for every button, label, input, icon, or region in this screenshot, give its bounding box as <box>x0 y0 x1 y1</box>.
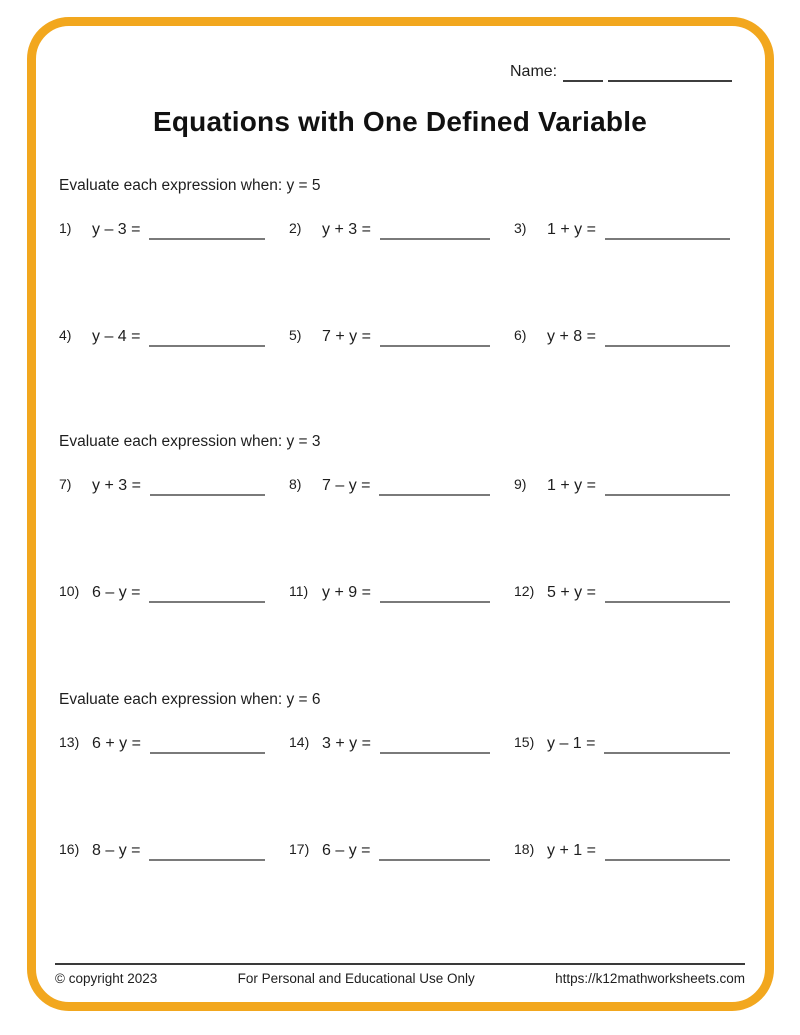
problem-expression: 1 + y = <box>547 477 596 494</box>
problem-number: 9) <box>514 476 527 492</box>
problem-expression: y + 3 = <box>92 477 141 494</box>
problem-expression: y – 3 = <box>92 221 141 238</box>
problem-number: 15) <box>514 734 535 750</box>
problem-number: 12) <box>514 583 535 599</box>
problem-number: 11) <box>289 583 309 599</box>
problem-number: 16) <box>59 841 80 857</box>
answer-blank[interactable] <box>605 320 730 347</box>
problem-expression: y + 9 = <box>322 584 371 601</box>
problem-expression: 1 + y = <box>547 221 596 238</box>
problem-number: 5) <box>289 327 302 343</box>
problem-5 <box>289 320 490 347</box>
problem-row <box>59 320 731 347</box>
problem-number: 17) <box>289 841 310 857</box>
problem-expression: 6 + y = <box>92 735 141 752</box>
answer-blank[interactable] <box>379 834 490 861</box>
answer-blank[interactable] <box>149 320 265 347</box>
problem-number: 3) <box>514 220 527 236</box>
name-blank-line[interactable] <box>608 60 732 82</box>
answer-blank[interactable] <box>380 320 490 347</box>
problem-row <box>59 576 731 603</box>
problem-7 <box>59 469 265 496</box>
answer-blank[interactable] <box>605 576 730 603</box>
problem-16 <box>59 834 265 861</box>
problem-row <box>59 727 731 754</box>
section-y-equals-5 <box>59 176 731 347</box>
problem-8 <box>289 469 490 496</box>
problem-number: 7) <box>59 476 72 492</box>
website-link[interactable]: https://k12mathworksheets.com <box>555 971 745 986</box>
answer-blank[interactable] <box>605 469 730 496</box>
problem-3 <box>514 213 730 240</box>
problem-expression: y – 1 = <box>547 735 596 752</box>
copyright-text: © copyright 2023 <box>55 971 158 986</box>
problem-number: 18) <box>514 841 535 857</box>
problem-11 <box>289 576 490 603</box>
section-y-equals-6 <box>59 690 731 861</box>
problem-9 <box>514 469 730 496</box>
answer-blank[interactable] <box>605 213 730 240</box>
problem-14 <box>289 727 490 754</box>
problem-expression: y – 4 = <box>92 328 141 345</box>
problem-expression: 8 – y = <box>92 842 141 859</box>
problem-15 <box>514 727 730 754</box>
problem-expression: 6 – y = <box>322 842 371 859</box>
problem-2 <box>289 213 490 240</box>
page-title: Equations with One Defined Variable <box>153 106 647 137</box>
problem-number: 6) <box>514 327 527 343</box>
problem-row <box>59 213 731 240</box>
problem-number: 10) <box>59 583 80 599</box>
problem-expression: 7 – y = <box>322 477 371 494</box>
answer-blank[interactable] <box>150 727 265 754</box>
problem-4 <box>59 320 265 347</box>
problem-12 <box>514 576 730 603</box>
problem-number: 4) <box>59 327 72 343</box>
footer-divider <box>55 963 745 965</box>
name-blank-line[interactable] <box>563 60 603 82</box>
problem-expression: y + 3 = <box>322 221 371 238</box>
problem-expression: 3 + y = <box>322 735 371 752</box>
problem-row <box>59 469 731 496</box>
problem-10 <box>59 576 265 603</box>
problem-expression: 5 + y = <box>547 584 596 601</box>
answer-blank[interactable] <box>605 834 730 861</box>
problem-expression: y + 1 = <box>547 842 596 859</box>
answer-blank[interactable] <box>380 727 490 754</box>
footer <box>55 971 745 986</box>
answer-blank[interactable] <box>379 469 490 496</box>
section-instruction: Evaluate each expression when: y = 5 <box>59 177 321 194</box>
problem-17 <box>289 834 490 861</box>
answer-blank[interactable] <box>149 834 265 861</box>
problem-18 <box>514 834 730 861</box>
problem-number: 14) <box>289 734 310 750</box>
name-field-row <box>510 60 732 82</box>
problem-number: 8) <box>289 476 302 492</box>
answer-blank[interactable] <box>150 469 265 496</box>
answer-blank[interactable] <box>149 576 265 603</box>
problem-number: 1) <box>59 220 72 236</box>
problem-13 <box>59 727 265 754</box>
problem-expression: y + 8 = <box>547 328 596 345</box>
problem-row <box>59 834 731 861</box>
problem-number: 2) <box>289 220 302 236</box>
section-instruction: Evaluate each expression when: y = 6 <box>59 691 321 708</box>
problem-1 <box>59 213 265 240</box>
answer-blank[interactable] <box>380 213 490 240</box>
usage-text: For Personal and Educational Use Only <box>237 971 475 986</box>
name-label: Name: <box>510 63 558 80</box>
problem-expression: 6 – y = <box>92 584 141 601</box>
answer-blank[interactable] <box>604 727 730 754</box>
problem-number: 13) <box>59 734 80 750</box>
answer-blank[interactable] <box>149 213 265 240</box>
problem-6 <box>514 320 730 347</box>
answer-blank[interactable] <box>380 576 490 603</box>
section-y-equals-3 <box>59 432 731 603</box>
problem-expression: 7 + y = <box>322 328 371 345</box>
section-instruction: Evaluate each expression when: y = 3 <box>59 433 321 450</box>
